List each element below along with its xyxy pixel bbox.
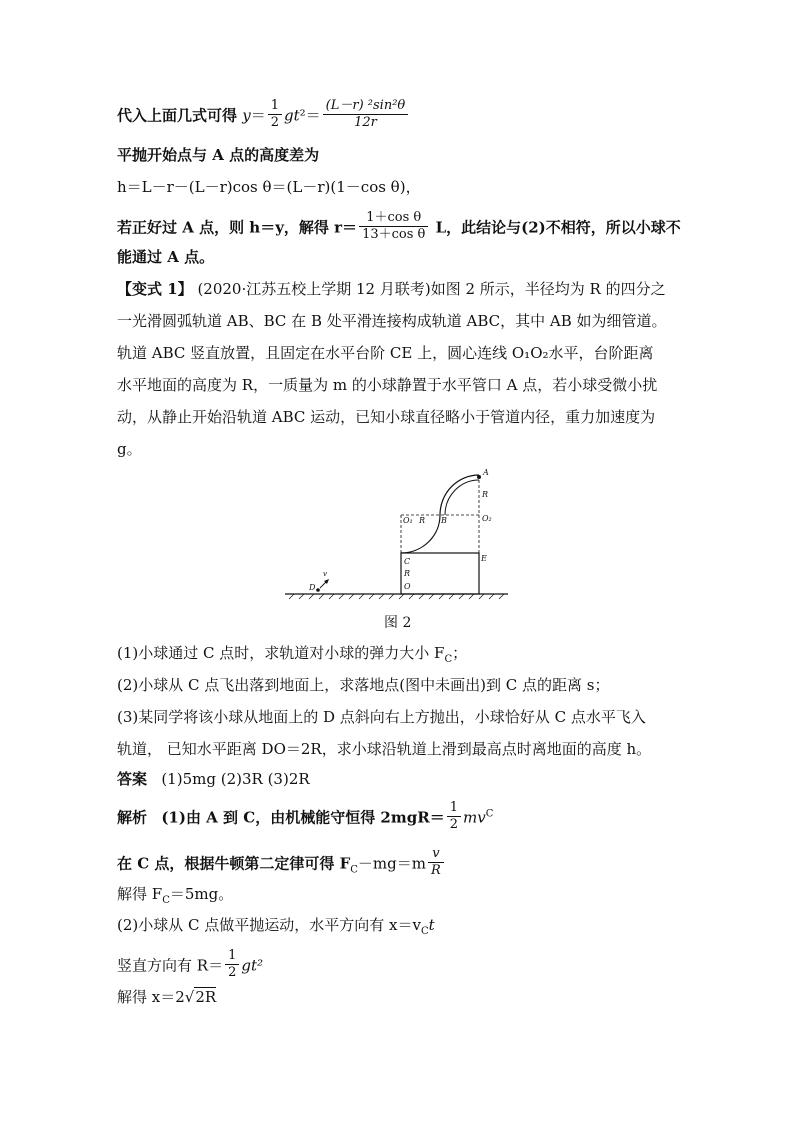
analysis-line-6: 解得 x＝2√2R	[117, 988, 217, 1006]
ball-at-d	[316, 588, 320, 592]
label-r-vertical: R	[482, 490, 489, 499]
analysis-line-3: 解得 $F_C=5mg$。	[117, 885, 234, 906]
ball	[477, 475, 481, 479]
fraction-half-3: $\frac{1}{2}$	[225, 948, 239, 981]
question-3b: 轨道， 已知水平距离 DO＝2R，求小球沿轨道上滑到最高点时离地面的高度 h。	[117, 740, 652, 758]
variant-line-3: 轨道 ABC 竖直放置，且固定在水平台阶 CE 上，圆心连线 O₁O₂水平，台阶距离	[117, 344, 654, 362]
label-r-step: R	[404, 569, 411, 578]
label-e: E	[481, 554, 487, 563]
label-o2: O₂	[482, 514, 492, 523]
label-b: B	[441, 516, 447, 525]
variant-line-5: 动，从静止开始沿轨道 ABC 运动，已知小球直径略小于管道内径，重力加速度为	[117, 408, 656, 426]
question-3a: (3)某同学将该小球从地面上的 D 点斜向右上方抛出，小球恰好从 C 点水平飞入	[117, 708, 646, 726]
question-2: (2)小球从 C 点飞出落到地面上，求落地点(图中未画出)到 C 点的距离 s；	[117, 676, 610, 694]
answer-line: 答案 (1)5mg (2)3R (3)2R	[117, 770, 310, 788]
ground-hatch	[289, 594, 504, 599]
answer-label: 答案	[117, 770, 148, 788]
solution-line-3: h＝L－r－(L－r)cos θ＝(L－r)(1－cos θ)，	[117, 178, 421, 196]
solution-line-5: 能通过 A 点。	[117, 248, 215, 266]
variant-tag: 【变式 1】	[117, 280, 193, 298]
analysis-line-4: (2)小球从 C 点做平抛运动，水平方向有 $x=v_Ct$	[117, 916, 435, 937]
analysis-line-2: 在 C 点，根据牛顿第二定律可得 $F_C-mg=m$ $\frac{v}{R}$	[117, 848, 446, 881]
label-c: C	[404, 557, 411, 566]
analysis-line-5: 竖直方向有 R＝ $\frac{1}{2}$ gt²	[117, 948, 264, 980]
variant-line-4: 水平地面的高度为 R，一质量为 m 的小球静置于水平管口 A 点，若小球受微小扰	[117, 376, 658, 394]
variant-line-1: 【变式 1】 (2020·江苏五校上学期 12 月联考)如图 2 所示，半径均为 R 的四分之	[117, 280, 666, 298]
analysis-label: 解析	[117, 808, 148, 827]
fraction-half: $\frac{1}{2}$	[268, 98, 282, 131]
solution-line-2: 平抛开始点与 A 点的高度差为	[117, 146, 320, 164]
fraction-v-r: $\frac{v}{R}$	[428, 846, 444, 879]
label-a: A	[483, 468, 489, 477]
label-d: D	[309, 583, 316, 592]
label-v: v	[323, 570, 327, 578]
label-r-horizontal: R	[419, 516, 426, 525]
fraction-half-2: $\frac{1}{2}$	[447, 800, 461, 833]
figure-caption: 图 2	[384, 615, 412, 631]
solution-line-4: 若正好过 A 点，则 h＝y，解得 r＝ $\frac{\text{1＋cos θ}}{\text{13＋cos θ}}$ L，此结论与(2)不相符，所以小球不	[117, 210, 681, 242]
variant-line-2: 一光滑圆弧轨道 AB、BC 在 B 处平滑连接构成轨道 ABC，其中 AB 如为细管道。	[117, 312, 667, 330]
label-o: O	[404, 582, 411, 591]
analysis-line-1: 解析 (1)由 A 到 C，由机械能守恒得 2mgR＝ $\frac{1}{2}$ $mv^C$	[117, 800, 494, 832]
solution-line-1: 代入上面几式可得 y＝ $\frac{1}{2}$ gt²＝ $\frac{\text{(L－r) ²sin²θ}}{12r}$	[117, 100, 410, 133]
question-1: (1)小球通过 C 点时，求轨道对小球的弹力大小 $F_C$；	[117, 644, 468, 665]
fraction-r: $\frac{\text{1＋cos θ}}{\text{13＋cos θ}}$	[359, 210, 428, 243]
arc-ab-inner	[445, 480, 479, 515]
fraction-y: $\frac{\text{(L－r) ²sin²θ}}{12r}$	[323, 98, 409, 131]
track-diagram	[285, 465, 510, 605]
label-o1: O₁	[403, 516, 413, 525]
variant-line-6: g。	[117, 440, 142, 458]
step-block	[401, 553, 479, 594]
